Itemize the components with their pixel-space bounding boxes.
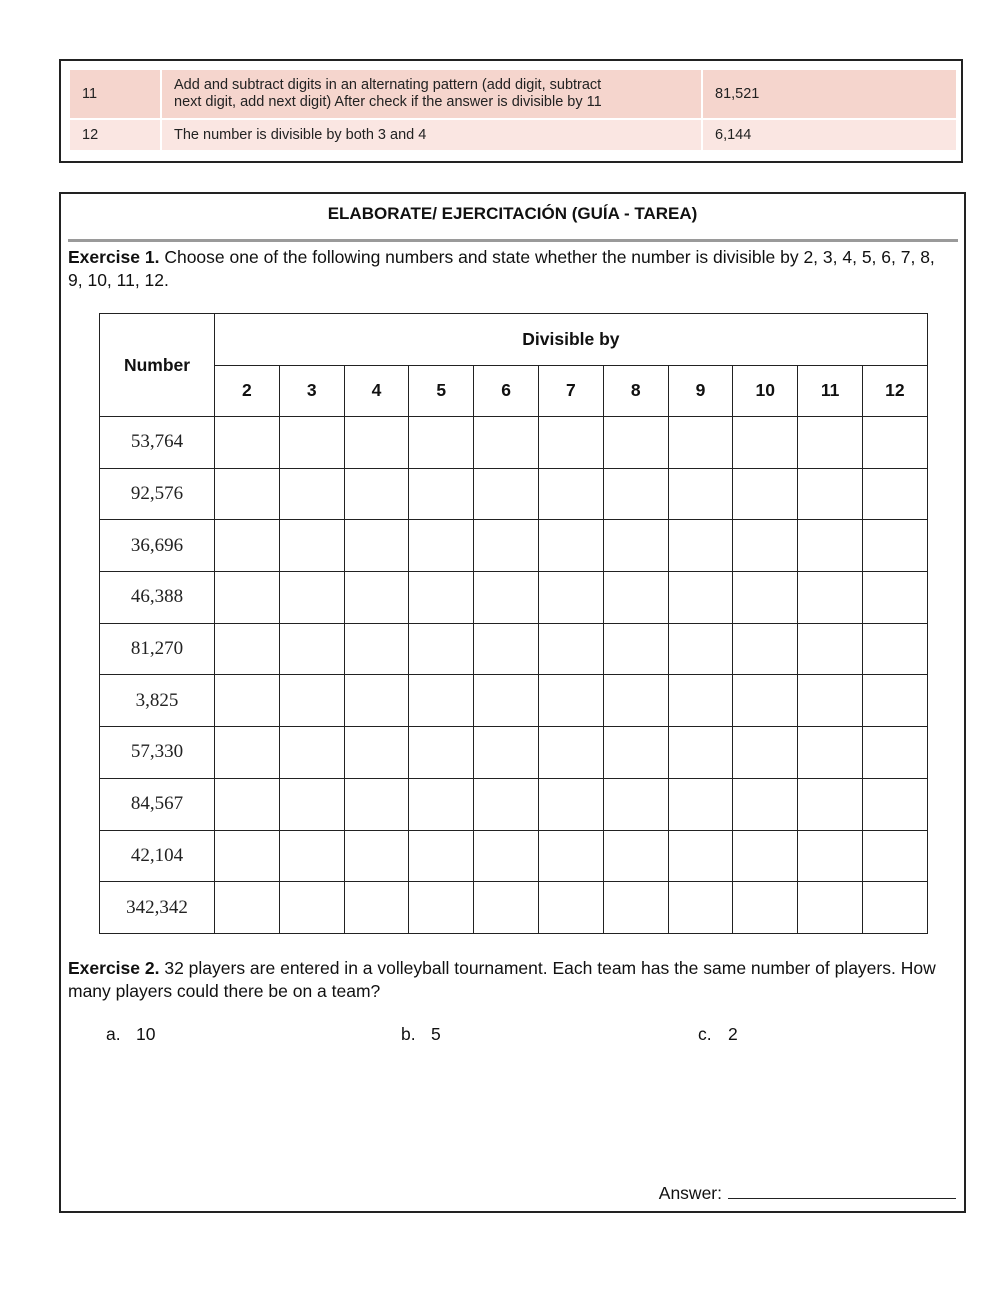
rule-description bbox=[162, 70, 703, 118]
number-cell: 53,764 bbox=[100, 417, 215, 469]
divisible-by-header: Divisible by bbox=[215, 314, 928, 366]
rule-description-line2: next digit, add next digit) After check if the answer is divisible by 11 bbox=[174, 94, 602, 110]
answer-cell-divisible-by-10[interactable] bbox=[733, 520, 798, 572]
elaborate-section bbox=[59, 192, 966, 1213]
option-letter: a. bbox=[106, 1024, 121, 1044]
answer-cell-divisible-by-9[interactable] bbox=[668, 882, 733, 934]
answer-cell-divisible-by-9[interactable] bbox=[668, 468, 733, 520]
rule-description: The number is divisible by both 3 and 4 bbox=[162, 118, 703, 150]
answer-cell-divisible-by-11[interactable] bbox=[798, 727, 863, 779]
title-divider bbox=[68, 239, 958, 242]
section-title: ELABORATE/ EJERCITACIÓN (GUÍA - TAREA) bbox=[327, 204, 698, 223]
answer-cell-divisible-by-7[interactable] bbox=[538, 417, 603, 469]
answer-cell-divisible-by-12[interactable] bbox=[862, 727, 927, 779]
answer-cell-divisible-by-5[interactable] bbox=[409, 778, 474, 830]
answer-cell-divisible-by-12[interactable] bbox=[862, 623, 927, 675]
answer-cell-divisible-by-12[interactable] bbox=[862, 778, 927, 830]
answer-cell-divisible-by-8[interactable] bbox=[603, 727, 668, 779]
exercise-2-label: Exercise 2. bbox=[68, 958, 160, 978]
divisor-header-12: 12 bbox=[862, 365, 927, 417]
answer-cell-divisible-by-8[interactable] bbox=[603, 778, 668, 830]
answer-cell-divisible-by-10[interactable] bbox=[733, 675, 798, 727]
answer-area bbox=[659, 1182, 956, 1204]
rule-divisor: 11 bbox=[70, 70, 162, 118]
answer-cell-divisible-by-10[interactable] bbox=[733, 572, 798, 624]
answer-cell-divisible-by-6[interactable] bbox=[474, 675, 539, 727]
answer-cell-divisible-by-5[interactable] bbox=[409, 572, 474, 624]
answer-cell-divisible-by-6[interactable] bbox=[474, 882, 539, 934]
option-b[interactable] bbox=[401, 1024, 441, 1045]
answer-cell-divisible-by-12[interactable] bbox=[862, 882, 927, 934]
answer-cell-divisible-by-10[interactable] bbox=[733, 468, 798, 520]
answer-cell-divisible-by-11[interactable] bbox=[798, 778, 863, 830]
answer-cell-divisible-by-4[interactable] bbox=[344, 468, 409, 520]
number-header: Number bbox=[100, 314, 215, 417]
number-cell: 42,104 bbox=[100, 830, 215, 882]
answer-cell-divisible-by-7[interactable] bbox=[538, 882, 603, 934]
answer-blank[interactable] bbox=[728, 1182, 956, 1199]
divisor-header-8: 8 bbox=[603, 365, 668, 417]
answer-cell-divisible-by-6[interactable] bbox=[474, 417, 539, 469]
answer-cell-divisible-by-4[interactable] bbox=[344, 572, 409, 624]
answer-cell-divisible-by-2[interactable] bbox=[215, 572, 280, 624]
rule-description-line1: Add and subtract digits in an alternating pattern (add digit, subtract bbox=[174, 77, 602, 93]
answer-cell-divisible-by-10[interactable] bbox=[733, 623, 798, 675]
answer-cell-divisible-by-8[interactable] bbox=[603, 417, 668, 469]
divisibility-table bbox=[99, 313, 928, 934]
answer-cell-divisible-by-5[interactable] bbox=[409, 727, 474, 779]
answer-cell-divisible-by-9[interactable] bbox=[668, 417, 733, 469]
option-a[interactable] bbox=[106, 1024, 155, 1045]
option-value: 2 bbox=[728, 1024, 738, 1044]
answer-cell-divisible-by-4[interactable] bbox=[344, 882, 409, 934]
answer-cell-divisible-by-11[interactable] bbox=[798, 830, 863, 882]
answer-cell-divisible-by-9[interactable] bbox=[668, 623, 733, 675]
divisor-header-7: 7 bbox=[538, 365, 603, 417]
answer-cell-divisible-by-6[interactable] bbox=[474, 520, 539, 572]
answer-cell-divisible-by-7[interactable] bbox=[538, 675, 603, 727]
answer-cell-divisible-by-3[interactable] bbox=[279, 882, 344, 934]
number-cell: 3,825 bbox=[100, 675, 215, 727]
table-row bbox=[100, 675, 928, 727]
answer-cell-divisible-by-4[interactable] bbox=[344, 520, 409, 572]
answer-cell-divisible-by-3[interactable] bbox=[279, 520, 344, 572]
option-value: 5 bbox=[431, 1024, 441, 1044]
rule-divisor: 12 bbox=[70, 118, 162, 150]
answer-cell-divisible-by-2[interactable] bbox=[215, 675, 280, 727]
answer-cell-divisible-by-10[interactable] bbox=[733, 830, 798, 882]
divisor-header-9: 9 bbox=[668, 365, 733, 417]
table-row bbox=[100, 468, 928, 520]
answer-cell-divisible-by-5[interactable] bbox=[409, 417, 474, 469]
answer-cell-divisible-by-3[interactable] bbox=[279, 675, 344, 727]
answer-cell-divisible-by-7[interactable] bbox=[538, 572, 603, 624]
rule-row-11 bbox=[70, 70, 956, 118]
answer-cell-divisible-by-3[interactable] bbox=[279, 417, 344, 469]
answer-cell-divisible-by-6[interactable] bbox=[474, 572, 539, 624]
answer-cell-divisible-by-4[interactable] bbox=[344, 830, 409, 882]
answer-cell-divisible-by-9[interactable] bbox=[668, 675, 733, 727]
answer-cell-divisible-by-2[interactable] bbox=[215, 520, 280, 572]
answer-cell-divisible-by-8[interactable] bbox=[603, 675, 668, 727]
answer-cell-divisible-by-11[interactable] bbox=[798, 417, 863, 469]
answer-cell-divisible-by-4[interactable] bbox=[344, 675, 409, 727]
rule-row-12 bbox=[70, 118, 956, 150]
divisor-header-6: 6 bbox=[474, 365, 539, 417]
answer-cell-divisible-by-9[interactable] bbox=[668, 830, 733, 882]
answer-cell-divisible-by-11[interactable] bbox=[798, 675, 863, 727]
answer-cell-divisible-by-8[interactable] bbox=[603, 468, 668, 520]
answer-cell-divisible-by-11[interactable] bbox=[798, 468, 863, 520]
divisor-header-2: 2 bbox=[215, 365, 280, 417]
answer-cell-divisible-by-8[interactable] bbox=[603, 520, 668, 572]
exercise-2-prompt bbox=[68, 957, 954, 1003]
divisor-header-3: 3 bbox=[279, 365, 344, 417]
answer-cell-divisible-by-9[interactable] bbox=[668, 727, 733, 779]
answer-cell-divisible-by-11[interactable] bbox=[798, 520, 863, 572]
table-row bbox=[100, 830, 928, 882]
number-cell: 84,567 bbox=[100, 778, 215, 830]
table-row bbox=[100, 520, 928, 572]
exercise-1-label: Exercise 1. bbox=[68, 247, 160, 267]
option-value: 10 bbox=[136, 1024, 156, 1044]
divisor-header-4: 4 bbox=[344, 365, 409, 417]
answer-cell-divisible-by-12[interactable] bbox=[862, 572, 927, 624]
divisor-header-11: 11 bbox=[798, 365, 863, 417]
answer-cell-divisible-by-6[interactable] bbox=[474, 623, 539, 675]
answer-cell-divisible-by-12[interactable] bbox=[862, 468, 927, 520]
number-cell: 81,270 bbox=[100, 623, 215, 675]
divisor-header-5: 5 bbox=[409, 365, 474, 417]
answer-cell-divisible-by-10[interactable] bbox=[733, 417, 798, 469]
answer-cell-divisible-by-10[interactable] bbox=[733, 778, 798, 830]
answer-cell-divisible-by-12[interactable] bbox=[862, 675, 927, 727]
answer-cell-divisible-by-10[interactable] bbox=[733, 882, 798, 934]
table-row bbox=[100, 417, 928, 469]
number-cell: 342,342 bbox=[100, 882, 215, 934]
answer-cell-divisible-by-5[interactable] bbox=[409, 623, 474, 675]
answer-cell-divisible-by-4[interactable] bbox=[344, 623, 409, 675]
rule-example: 6,144 bbox=[703, 118, 956, 150]
answer-cell-divisible-by-12[interactable] bbox=[862, 520, 927, 572]
answer-cell-divisible-by-2[interactable] bbox=[215, 830, 280, 882]
answer-cell-divisible-by-5[interactable] bbox=[409, 675, 474, 727]
table-row bbox=[100, 572, 928, 624]
option-letter: b. bbox=[401, 1024, 416, 1044]
answer-cell-divisible-by-12[interactable] bbox=[862, 830, 927, 882]
answer-cell-divisible-by-8[interactable] bbox=[603, 830, 668, 882]
number-cell: 46,388 bbox=[100, 572, 215, 624]
answer-cell-divisible-by-2[interactable] bbox=[215, 778, 280, 830]
answer-cell-divisible-by-9[interactable] bbox=[668, 572, 733, 624]
divisibility-rules-box bbox=[59, 59, 963, 163]
answer-cell-divisible-by-2[interactable] bbox=[215, 882, 280, 934]
answer-cell-divisible-by-11[interactable] bbox=[798, 882, 863, 934]
answer-cell-divisible-by-5[interactable] bbox=[409, 520, 474, 572]
answer-cell-divisible-by-7[interactable] bbox=[538, 468, 603, 520]
answer-cell-divisible-by-4[interactable] bbox=[344, 778, 409, 830]
answer-cell-divisible-by-5[interactable] bbox=[409, 830, 474, 882]
answer-cell-divisible-by-5[interactable] bbox=[409, 468, 474, 520]
answer-cell-divisible-by-3[interactable] bbox=[279, 623, 344, 675]
answer-cell-divisible-by-11[interactable] bbox=[798, 572, 863, 624]
number-cell: 92,576 bbox=[100, 468, 215, 520]
answer-cell-divisible-by-2[interactable] bbox=[215, 727, 280, 779]
answer-cell-divisible-by-11[interactable] bbox=[798, 623, 863, 675]
table-row bbox=[100, 778, 928, 830]
answer-cell-divisible-by-6[interactable] bbox=[474, 727, 539, 779]
answer-cell-divisible-by-7[interactable] bbox=[538, 520, 603, 572]
answer-cell-divisible-by-7[interactable] bbox=[538, 830, 603, 882]
answer-cell-divisible-by-3[interactable] bbox=[279, 572, 344, 624]
answer-cell-divisible-by-4[interactable] bbox=[344, 417, 409, 469]
answer-cell-divisible-by-7[interactable] bbox=[538, 623, 603, 675]
answer-cell-divisible-by-2[interactable] bbox=[215, 623, 280, 675]
answer-label: Answer: bbox=[658, 1183, 722, 1203]
answer-cell-divisible-by-4[interactable] bbox=[344, 727, 409, 779]
answer-cell-divisible-by-10[interactable] bbox=[733, 727, 798, 779]
option-c[interactable] bbox=[698, 1024, 738, 1045]
answer-cell-divisible-by-12[interactable] bbox=[862, 417, 927, 469]
rule-example: 81,521 bbox=[703, 70, 956, 118]
answer-cell-divisible-by-7[interactable] bbox=[538, 778, 603, 830]
answer-cell-divisible-by-8[interactable] bbox=[603, 882, 668, 934]
answer-cell-divisible-by-3[interactable] bbox=[279, 727, 344, 779]
answer-cell-divisible-by-2[interactable] bbox=[215, 468, 280, 520]
answer-cell-divisible-by-8[interactable] bbox=[603, 572, 668, 624]
answer-cell-divisible-by-6[interactable] bbox=[474, 778, 539, 830]
answer-cell-divisible-by-7[interactable] bbox=[538, 727, 603, 779]
answer-cell-divisible-by-5[interactable] bbox=[409, 882, 474, 934]
exercise-2-text: 32 players are entered in a volleyball tournament. Each team has the same number of players. How many players could there be on a team? bbox=[68, 958, 936, 1001]
table-row bbox=[100, 882, 928, 934]
answer-cell-divisible-by-6[interactable] bbox=[474, 830, 539, 882]
number-cell: 57,330 bbox=[100, 727, 215, 779]
divisor-header-10: 10 bbox=[733, 365, 798, 417]
answer-cell-divisible-by-9[interactable] bbox=[668, 520, 733, 572]
answer-cell-divisible-by-6[interactable] bbox=[474, 468, 539, 520]
answer-cell-divisible-by-8[interactable] bbox=[603, 623, 668, 675]
option-letter: c. bbox=[698, 1024, 712, 1044]
divisibility-rules-table bbox=[70, 70, 956, 150]
table-row bbox=[100, 727, 928, 779]
table-row bbox=[100, 623, 928, 675]
number-cell: 36,696 bbox=[100, 520, 215, 572]
exercise-1-text: Choose one of the following numbers and state whether the number is divisible by 2, 3, 4, 5, 6, 7, 8, 9, 10, 11, 12. bbox=[68, 247, 935, 290]
answer-cell-divisible-by-3[interactable] bbox=[279, 778, 344, 830]
answer-cell-divisible-by-9[interactable] bbox=[668, 778, 733, 830]
answer-cell-divisible-by-3[interactable] bbox=[279, 830, 344, 882]
exercise-1-prompt bbox=[68, 246, 954, 292]
answer-cell-divisible-by-3[interactable] bbox=[279, 468, 344, 520]
answer-cell-divisible-by-2[interactable] bbox=[215, 417, 280, 469]
